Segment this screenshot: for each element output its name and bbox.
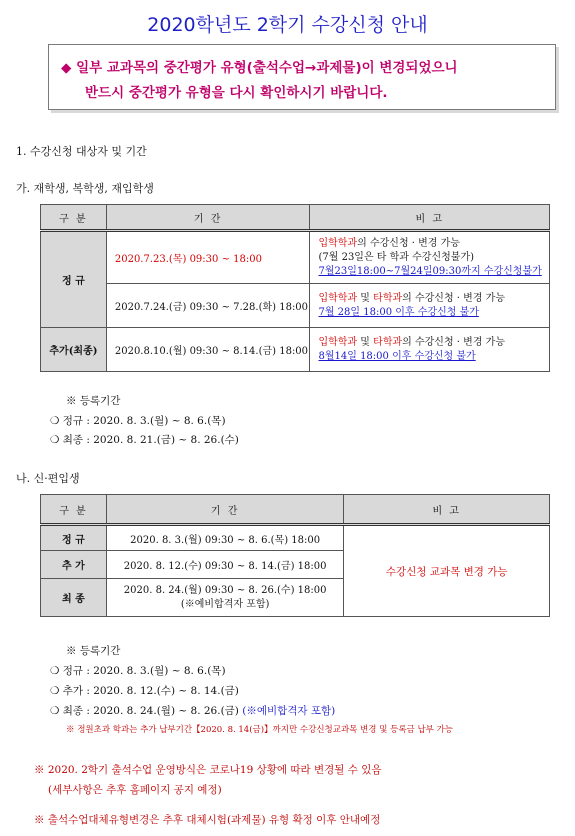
table-a-header-category: 구 분: [41, 205, 107, 231]
registration-a-title: ※ 등록기간: [66, 395, 121, 407]
notice-box: [48, 44, 556, 110]
table-b-row-period: 2020. 8. 3.(월) 09:30 ~ 8. 6.(목) 18:00: [106, 525, 344, 551]
bottom-note-1b: (세부사항은 추후 홈페이지 공지 예정): [48, 784, 222, 796]
table-b-row-label: 최 종: [41, 579, 107, 617]
registration-b-item: ❍ 정규 : 2020. 8. 3.(월) ~ 8. 6.(목): [50, 665, 226, 677]
table-b-row-label: 추 가: [41, 551, 107, 579]
registration-b-footnote: ※ 정원초과 학과는 추가 납부기간【2020. 8. 14(금)】까지만 수강신청교과목 변경 및 등록금 납부 가능: [66, 725, 453, 735]
table-a-add-label: 추가(최종): [41, 328, 107, 372]
table-a-header-period: 기 간: [106, 205, 310, 231]
registration-b-item: ❍ 추가 : 2020. 8. 12.(수) ~ 8. 14.(금): [50, 685, 239, 697]
table-a-row1-note: 입학학과의 수강신청 · 변경 가능 (7월 23일은 타 학과 수강신청불가) 7월23일18:00~7월24일09:30까지 수강신청불가: [310, 231, 550, 284]
table-b-row-label: 정 규: [41, 525, 107, 551]
table-a-header-note: 비 고: [310, 205, 550, 231]
table-b-header-category: 구 분: [41, 495, 107, 525]
table-a-row3-note: 입학학과 및 타학과의 수강신청 · 변경 가능 8월14일 18:00 이후 수강신청 불가: [310, 328, 550, 372]
table-a-row2-note: 입학학과 및 타학과의 수강신청 · 변경 가능 7월 28일 18:00 이후 수강신청 불가: [310, 284, 550, 328]
bottom-note-1: ※ 2020. 2학기 출석수업 운영방식은 코로나19 상황에 따라 변경될 수 있음: [34, 764, 382, 776]
notice-line-1: ◆ 일부 교과목의 중간평가 유형(출석수업→과제물)이 변경되었으니: [61, 60, 458, 76]
registration-a-item: ❍ 최종 : 2020. 8. 21.(금) ~ 8. 26.(수): [50, 434, 239, 446]
section-1-heading: 1. 수강신청 대상자 및 기간: [16, 145, 147, 158]
table-a-row2-period: 2020.7.24.(금) 09:30 ~ 7.28.(화) 18:00: [106, 284, 310, 328]
table-a-regular-label: 정 규: [41, 231, 107, 328]
registration-b-title: ※ 등록기간: [66, 645, 121, 657]
page-title: 2020학년도 2학기 수강신청 안내: [147, 14, 428, 36]
table-a-row1-period: 2020.7.23.(목) 09:30 ~ 18:00: [106, 231, 310, 284]
table-a-row3-period: 2020.8.10.(월) 09:30 ~ 8.14.(금) 18:00: [106, 328, 310, 372]
registration-b-item: ❍ 최종 : 2020. 8. 24.(월) ~ 8. 26.(금) (※예비합격자 포함): [50, 705, 336, 717]
schedule-table-b: [40, 494, 550, 617]
notice-line-2: 반드시 중간평가 유형을 다시 확인하시기 바랍니다.: [85, 85, 388, 101]
subsection-a-heading: 가. 재학생, 복학생, 재입학생: [16, 182, 154, 195]
table-b-header-note: 비 고: [344, 495, 550, 525]
schedule-table-a: [40, 204, 550, 372]
table-b-row-period: 2020. 8. 24.(월) 09:30 ~ 8. 26.(수) 18:00 (※예비합격자 포함): [106, 579, 344, 617]
registration-a-item: ❍ 정규 : 2020. 8. 3.(월) ~ 8. 6.(목): [50, 415, 226, 427]
table-b-header-period: 기 간: [106, 495, 344, 525]
subsection-b-heading: 나. 신·편입생: [16, 472, 80, 485]
table-b-note: 수강신청 교과목 변경 가능: [344, 525, 550, 617]
table-b-row-period: 2020. 8. 12.(수) 09:30 ~ 8. 14.(금) 18:00: [106, 551, 344, 579]
bottom-note-2: ※ 출석수업대체유형변경은 추후 대체시험(과제물) 유형 확정 이후 안내예정: [34, 814, 381, 826]
